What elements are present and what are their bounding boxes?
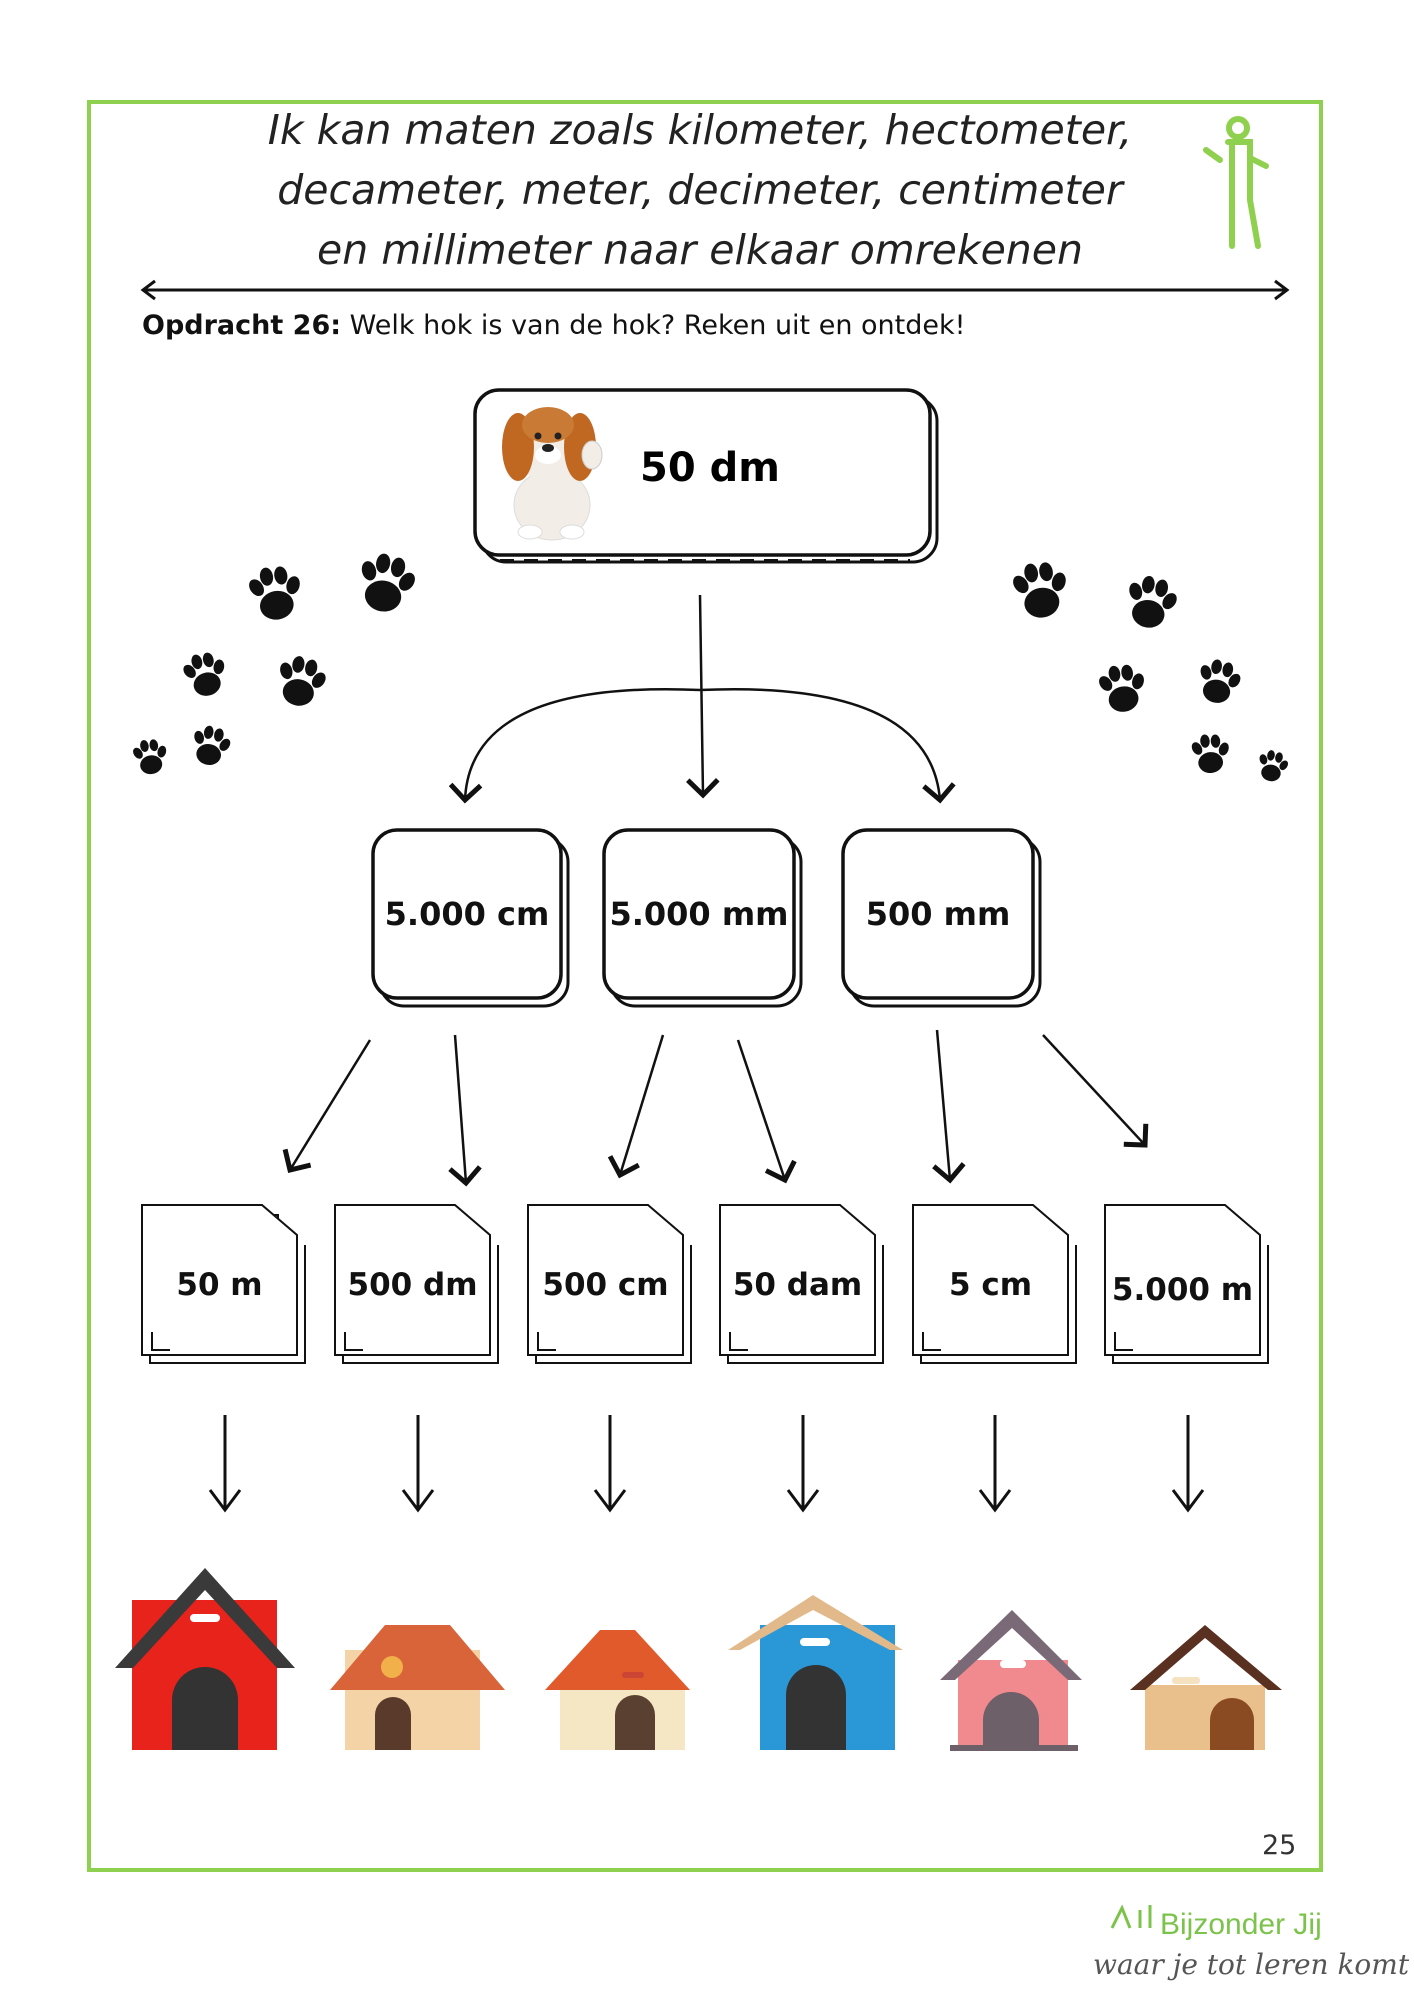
level3-value-5: 5 cm bbox=[948, 1267, 1033, 1303]
level2-value-3: 500 mm bbox=[865, 895, 1011, 933]
page-number: 25 bbox=[1262, 1830, 1297, 1861]
level3-value-4: 50 dam bbox=[732, 1267, 863, 1303]
doghouse-1 bbox=[115, 1568, 295, 1750]
brand-name: Bijzonder Jij bbox=[1160, 1908, 1322, 1941]
doghouse-2 bbox=[330, 1625, 505, 1750]
doghouse-3 bbox=[545, 1630, 690, 1750]
top-value: 50 dm bbox=[640, 445, 780, 491]
goal-line-1: Ik kan maten zoals kilometer, hectometer, bbox=[267, 106, 1133, 154]
level3-boxes bbox=[142, 1205, 1268, 1363]
assignment-text: Welk hok is van de hok? Reken uit en ontdek! bbox=[341, 310, 966, 341]
doghouse-4 bbox=[728, 1595, 903, 1750]
level2-value-2: 5.000 mm bbox=[609, 895, 789, 933]
brand-logo-icon bbox=[1112, 1905, 1150, 1928]
walking-figure-icon bbox=[1206, 119, 1266, 246]
level3-value-1: 50 m bbox=[176, 1267, 263, 1303]
paw-prints-left bbox=[130, 550, 422, 777]
down-arrows bbox=[210, 1415, 1203, 1510]
goal-line-3: en millimeter naar elkaar omrekenen bbox=[317, 226, 1083, 274]
doghouse-6 bbox=[1130, 1625, 1282, 1750]
doghouse-5 bbox=[940, 1610, 1082, 1751]
tree-arrows-bottom bbox=[290, 1030, 1145, 1183]
brand-tagline: waar je tot leren komt bbox=[1093, 1948, 1410, 1981]
assignment-label: Opdracht 26: bbox=[142, 310, 342, 341]
paw-prints-right bbox=[1008, 557, 1292, 783]
level3-value-3: 500 cm bbox=[542, 1267, 669, 1303]
goal-line-2: decameter, meter, decimeter, centimeter bbox=[277, 166, 1123, 214]
tree-arrows-top bbox=[465, 595, 940, 800]
level2-value-1: 5.000 cm bbox=[384, 895, 550, 933]
level3-value-6: 5.000 m bbox=[1111, 1272, 1254, 1308]
level3-value-2: 500 dm bbox=[347, 1267, 478, 1303]
